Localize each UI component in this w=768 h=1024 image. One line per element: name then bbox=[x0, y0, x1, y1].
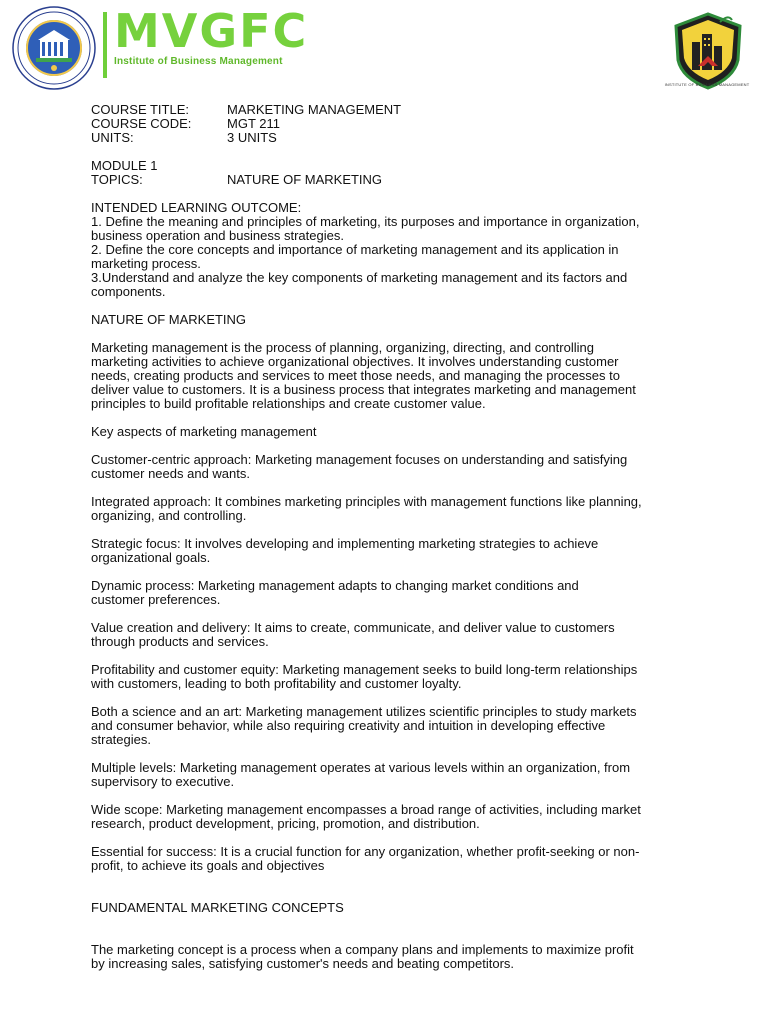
topics-label: TOPICS: bbox=[91, 172, 143, 187]
paragraph-line: principles to build profitable relationships and create customer value. bbox=[91, 396, 486, 411]
outcome-line: marketing process. bbox=[91, 256, 201, 271]
paragraph-line: The marketing concept is a process when a company plans and implements to maximize profit bbox=[91, 942, 634, 957]
aspect-line: Essential for success: It is a crucial function for any organization, whether profit-seeking or non- bbox=[91, 844, 640, 859]
paragraph-line: Marketing management is the process of planning, organizing, directing, and controlling bbox=[91, 340, 594, 355]
page-header bbox=[0, 0, 768, 100]
aspect-line: organizational goals. bbox=[91, 550, 211, 565]
college-seal-icon bbox=[12, 6, 96, 90]
document-body bbox=[91, 103, 691, 971]
course-title-value: MARKETING MANAGEMENT bbox=[227, 102, 402, 117]
aspect-line: Profitability and customer equity: Marketing management seeks to build long-term relationships bbox=[91, 662, 638, 677]
aspect-line: research, product development, pricing, promotion, and distribution. bbox=[91, 816, 480, 831]
brand-subtitle: Institute of Business Management bbox=[114, 56, 283, 67]
aspect-line: organizing, and controlling. bbox=[91, 508, 247, 523]
paragraph-line: marketing activities to achieve organizational objectives. It involves understanding customer bbox=[91, 354, 619, 369]
aspects-heading: Key aspects of marketing management bbox=[91, 424, 317, 439]
brand-block bbox=[114, 4, 309, 67]
aspect-item bbox=[91, 453, 691, 481]
aspect-item bbox=[91, 663, 691, 691]
course-code-label: COURSE CODE: bbox=[91, 116, 192, 131]
units-label: UNITS: bbox=[91, 130, 134, 145]
outcomes-heading: INTENDED LEARNING OUTCOME: bbox=[91, 200, 302, 215]
outcomes-list bbox=[91, 215, 691, 299]
aspects-list bbox=[91, 439, 691, 873]
aspect-item bbox=[91, 495, 691, 523]
concepts-heading: FUNDAMENTAL MARKETING CONCEPTS bbox=[91, 900, 344, 915]
outcome-line: 1. Define the meaning and principles of marketing, its purposes and importance in organization, bbox=[91, 214, 640, 229]
paragraph-line: deliver value to customers. It is a business process that integrates marketing and management bbox=[91, 382, 636, 397]
course-title-row bbox=[91, 103, 691, 117]
module-label: MODULE 1 bbox=[91, 158, 158, 173]
aspect-item bbox=[91, 845, 691, 873]
paragraph-line: needs, creating products and services to meet those needs, and managing the processes to bbox=[91, 368, 620, 383]
aspect-line: customer preferences. bbox=[91, 592, 221, 607]
aspect-line: profit, to achieve its goals and objectives bbox=[91, 858, 325, 873]
aspect-item bbox=[91, 803, 691, 831]
aspect-line: through products and services. bbox=[91, 634, 269, 649]
aspect-item bbox=[91, 537, 691, 565]
outcome-line: 2. Define the core concepts and importance of marketing management and its application in bbox=[91, 242, 619, 257]
course-title-label: COURSE TITLE: bbox=[91, 102, 190, 117]
aspect-line: Multiple levels: Marketing management operates at various levels within an organization, from bbox=[91, 760, 631, 775]
aspect-line: Dynamic process: Marketing management adapts to changing market conditions and bbox=[91, 578, 579, 593]
paragraph-line: by increasing sales, satisfying customer's needs and beating competitors. bbox=[91, 956, 515, 971]
aspect-line: Both a science and an art: Marketing management utilizes scientific principles to study markets bbox=[91, 704, 637, 719]
aspect-item bbox=[91, 579, 691, 607]
aspect-line: with customers, leading to both profitability and customer loyalty. bbox=[91, 676, 462, 691]
nature-intro-paragraph bbox=[91, 341, 691, 411]
aspect-item bbox=[91, 705, 691, 747]
outcome-item bbox=[91, 243, 691, 271]
aspect-line: Integrated approach: It combines marketing principles with management functions like planning, bbox=[91, 494, 642, 509]
concepts-paragraph bbox=[91, 943, 691, 971]
aspect-line: customer needs and wants. bbox=[91, 466, 250, 481]
course-code-row bbox=[91, 117, 691, 131]
crest-caption: INSTITUTE OF BUSINESS MANAGEMENT bbox=[664, 82, 750, 87]
aspect-line: and consumer behavior, while also requiring creativity and intuition in developing effective bbox=[91, 718, 606, 733]
aspect-line: Value creation and delivery: It aims to create, communicate, and deliver value to customers bbox=[91, 620, 615, 635]
aspect-line: strategies. bbox=[91, 732, 151, 747]
aspect-item bbox=[91, 621, 691, 649]
aspect-line: Strategic focus: It involves developing and implementing marketing strategies to achieve bbox=[91, 536, 599, 551]
outcome-line: business operation and business strategies. bbox=[91, 228, 344, 243]
units-value: 3 UNITS bbox=[227, 130, 277, 145]
outcome-line: components. bbox=[91, 284, 166, 299]
topics-row bbox=[91, 173, 691, 187]
outcome-item bbox=[91, 271, 691, 299]
brand-title: MVGFC bbox=[114, 4, 309, 58]
nature-heading: NATURE OF MARKETING bbox=[91, 312, 247, 327]
aspect-line: Wide scope: Marketing management encompasses a broad range of activities, including market bbox=[91, 802, 641, 817]
units-row bbox=[91, 131, 691, 145]
outcome-line: 3.Understand and analyze the key components of marketing management and its factors and bbox=[91, 270, 628, 285]
course-code-value: MGT 211 bbox=[227, 116, 280, 131]
brand-divider bbox=[103, 12, 107, 78]
aspect-line: supervisory to executive. bbox=[91, 774, 235, 789]
institute-crest-icon bbox=[668, 8, 748, 92]
aspect-item bbox=[91, 761, 691, 789]
topics-value: NATURE OF MARKETING bbox=[227, 172, 383, 187]
outcome-item bbox=[91, 215, 691, 243]
aspect-line: Customer-centric approach: Marketing management focuses on understanding and satisfying bbox=[91, 452, 628, 467]
